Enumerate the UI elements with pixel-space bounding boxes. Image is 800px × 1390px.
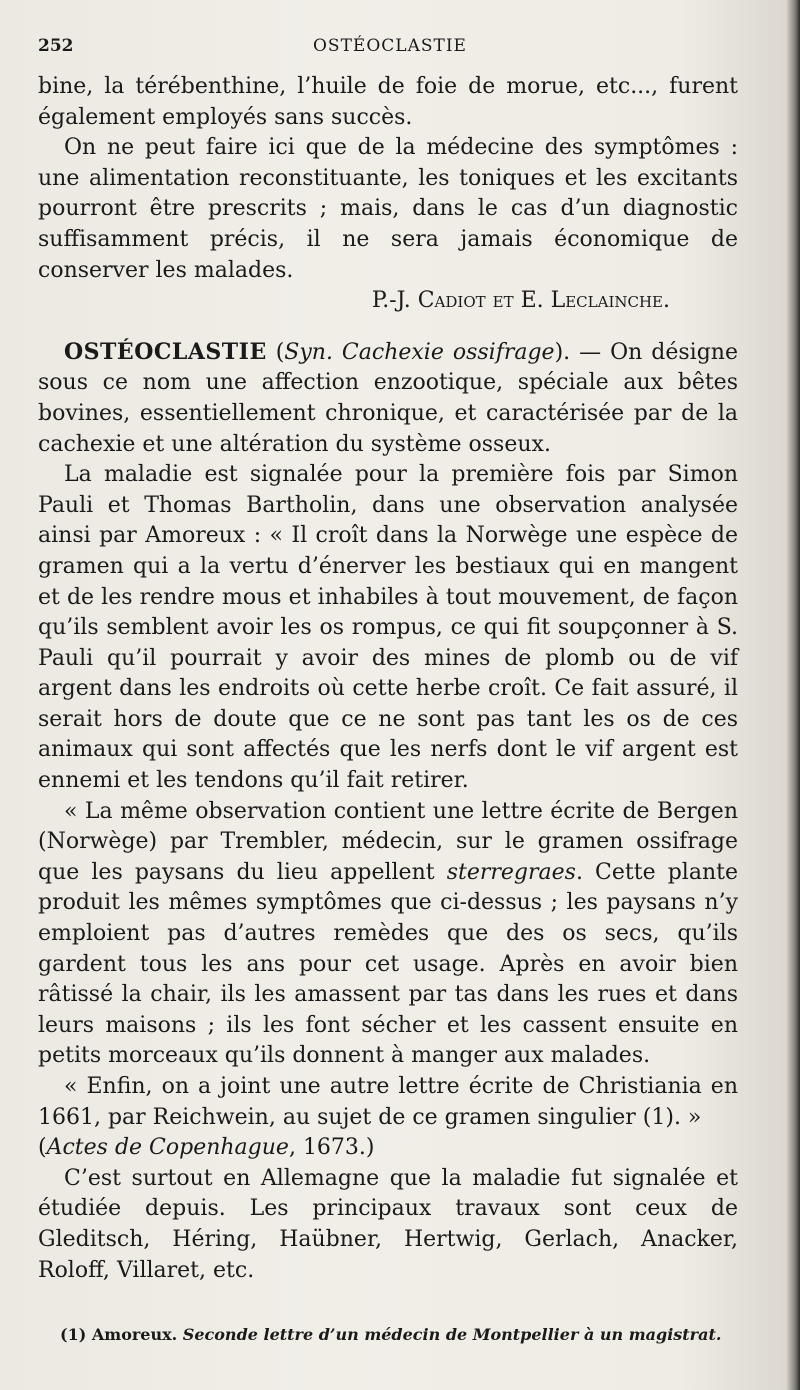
bergen-text-before: « La même observation contient une lettre écrite de Bergen (Norwège) par Trembler, médecin, sur le gramen ossifrage que les paysans du lieu appellent: [38, 798, 738, 885]
entry-definition: On désigne sous ce nom une affection enzootique, spéciale aux bêtes bovines, essentiellement chronique, et caractérisée par de la cachexie et une altération du système osseux.: [38, 339, 738, 457]
citation-source: Actes de Copenhague: [46, 1135, 289, 1161]
germany-studies-paragraph: C’est surtout en Allemagne que la maladie fut signalée et étudiée depuis. Les principaux travaux sont ceux de Gleditsch, Héring, Haübner, Hertwig, Gerlach, Anacker, Roloff, Villaret, etc.: [38, 1165, 738, 1283]
local-plant-name: sterregraes: [446, 859, 576, 885]
synonym-open: (: [266, 339, 285, 365]
footnote-text: Seconde lettre d’un médecin de Montpellier à un magistrat.: [182, 1325, 722, 1344]
citation-line: [38, 1133, 738, 1164]
synonym-close: ). —: [554, 339, 611, 365]
bergen-text-after: . Cette plante produit les mêmes symptômes que ci-dessus ; les paysans n’y emploient pas d’autres remèdes que des os secs, qu’ils gardent tous les ans pour cet usage. Après en avoir bien râtissé la chair, ils les amassent par tas dans les rues et dans leurs maisons ; ils les font sécher et les cassent ensuite en petits morceaux qu’ils donnent à manger aux malades.: [38, 859, 738, 1069]
citation-rest: , 1673.): [288, 1135, 375, 1161]
footnote: [60, 1324, 760, 1346]
entry-definition-paragraph: [38, 337, 738, 460]
author-signature: P.-J. Cadiot et E. Leclainche.: [371, 288, 670, 314]
page-number: 252: [38, 36, 74, 56]
prev-article-paragraph-1: bine, la térébenthine, l’huile de foie de morue, etc..., furent également employés sans succès.: [38, 74, 738, 130]
page-header: [38, 36, 738, 60]
bergen-letter-paragraph: [38, 797, 738, 1072]
page-binding-shadow: [786, 0, 800, 1390]
entry-title: OSTÉOCLASTIE: [64, 338, 267, 365]
christiania-letter-paragraph: « Enfin, on a joint une autre lettre écrite de Christiania en 1661, par Reichwein, au sujet de ce gramen singulier (1). »: [38, 1074, 738, 1130]
page-body: [38, 72, 738, 1286]
entry-synonym: Syn. Cachexie ossifrage: [284, 339, 555, 365]
history-paragraph: La maladie est signalée pour la première fois par Simon Pauli et Thomas Bartholin, dans une observation analysée ainsi par Amoreux : « Il croît dans la Norwège une espèce de gramen qui a la vertu d’énerver les bestiaux qui en mangent et de les rendre mous et inhabiles à tout mouvement, de façon qu’ils semblent avoir les os rompus, ce qui fit soupçonner à S. Pauli qu’il pourrait y avoir des mines de plomb ou de vif argent dans les endroits où cette herbe croît. Ce fait assuré, il serait hors de doute que ce ne sont pas tant les os de ces animaux qui sont affectés que les nerfs dont le vif argent est ennemi et les tendons qu’il fait retirer.: [38, 462, 738, 794]
citation-open: (: [38, 1135, 47, 1161]
running-title: OSTÉOCLASTIE: [313, 36, 467, 56]
prev-article-paragraph-2: On ne peut faire ici que de la médecine des symptômes : une alimentation reconstituante, les toniques et les excitants pourront être prescrits ; mais, dans le cas d’un diagnostic suffisamment précis, il ne sera jamais économique de conserver les malades.: [38, 135, 738, 283]
footnote-marker: (1) Amoreux.: [60, 1325, 183, 1344]
